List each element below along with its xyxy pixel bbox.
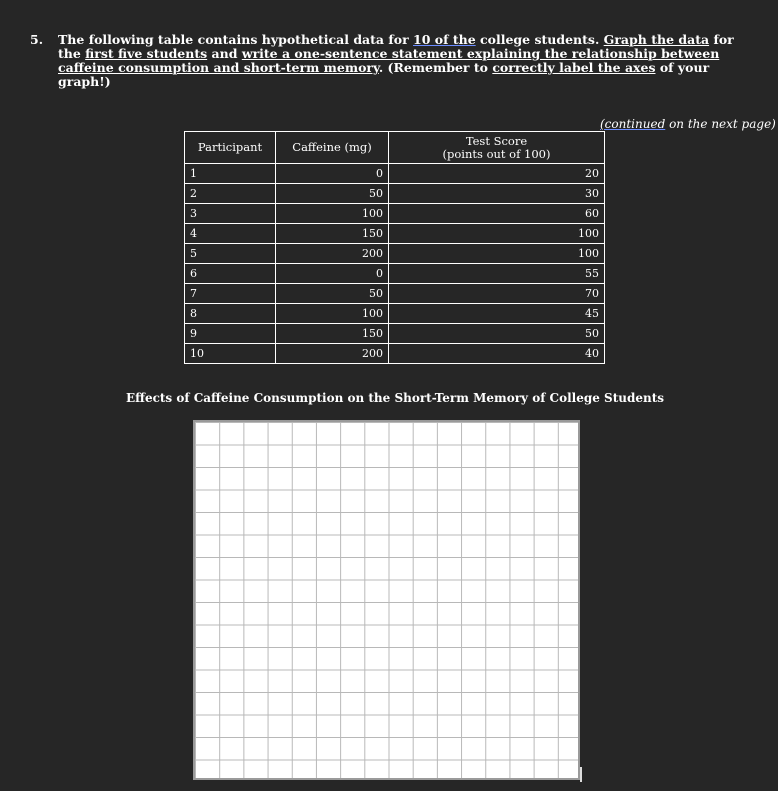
cell-score: 55 [389, 264, 605, 284]
table-row [185, 264, 605, 284]
cell-caffeine: 100 [276, 304, 389, 324]
cell-participant: 7 [185, 284, 276, 304]
cell-caffeine: 50 [276, 284, 389, 304]
cell-score: 30 [389, 184, 605, 204]
question-part: The following table contains hypothetical data for [58, 32, 414, 47]
cell-score: 40 [389, 344, 605, 364]
table-row [185, 324, 605, 344]
cell-score: 20 [389, 164, 605, 184]
table-row [185, 224, 605, 244]
table-row [185, 304, 605, 324]
question-part: . (Remember to [378, 60, 493, 75]
cell-score: 50 [389, 324, 605, 344]
cell-caffeine: 150 [276, 224, 389, 244]
continued-word: (continued [600, 117, 666, 131]
cell-participant: 10 [185, 344, 276, 364]
cell-caffeine: 100 [276, 204, 389, 224]
cell-score: 100 [389, 244, 605, 264]
cell-participant: 6 [185, 264, 276, 284]
grid-edge-mark [580, 767, 582, 782]
cell-score: 60 [389, 204, 605, 224]
table-row [185, 204, 605, 224]
continued-note [600, 117, 776, 131]
header-score-line2: (points out of 100) [442, 146, 551, 161]
cell-caffeine: 50 [276, 184, 389, 204]
cell-caffeine: 150 [276, 324, 389, 344]
table-row [185, 284, 605, 304]
question-part: of your graph!) [58, 60, 710, 89]
table-row [185, 164, 605, 184]
cell-participant: 2 [185, 184, 276, 204]
question-part-underlined: 10 of the [413, 32, 476, 47]
question-part-underlined: first five students [85, 46, 208, 61]
question-part-underlined: correctly label the axes [492, 60, 656, 75]
cell-score: 70 [389, 284, 605, 304]
data-table [184, 131, 605, 364]
question-part: and [207, 46, 242, 61]
cell-caffeine: 200 [276, 244, 389, 264]
cell-caffeine: 0 [276, 264, 389, 284]
cell-caffeine: 200 [276, 344, 389, 364]
cell-score: 45 [389, 304, 605, 324]
cell-participant: 4 [185, 224, 276, 244]
header-test-score [389, 132, 605, 164]
cell-participant: 1 [185, 164, 276, 184]
cell-caffeine: 0 [276, 164, 389, 184]
question-part-underlined: write a one-sentence statement explaining the relationship between caffeine consumption and short-term memory [58, 46, 720, 75]
table-header-row [185, 132, 605, 164]
cell-score: 100 [389, 224, 605, 244]
cell-participant: 5 [185, 244, 276, 264]
cell-participant: 8 [185, 304, 276, 324]
table-row [185, 184, 605, 204]
continued-rest: on the next page) [665, 117, 776, 131]
question-number: 5. [30, 32, 44, 47]
header-score-line1: Test Score [465, 133, 528, 148]
table-row [185, 244, 605, 264]
question-text [30, 33, 750, 89]
header-participant: Participant [185, 132, 276, 164]
graph-paper-grid[interactable] [193, 420, 580, 780]
question-part: college students. [475, 32, 604, 47]
graph-title: Effects of Caffeine Consumption on the Short-Term Memory of College Students [125, 391, 665, 405]
header-caffeine: Caffeine (mg) [276, 132, 389, 164]
question-part: for the [58, 32, 734, 61]
cell-participant: 9 [185, 324, 276, 344]
question-part-underlined: Graph the data [603, 32, 710, 47]
cell-participant: 3 [185, 204, 276, 224]
question-body [58, 33, 750, 89]
table-row [185, 344, 605, 364]
